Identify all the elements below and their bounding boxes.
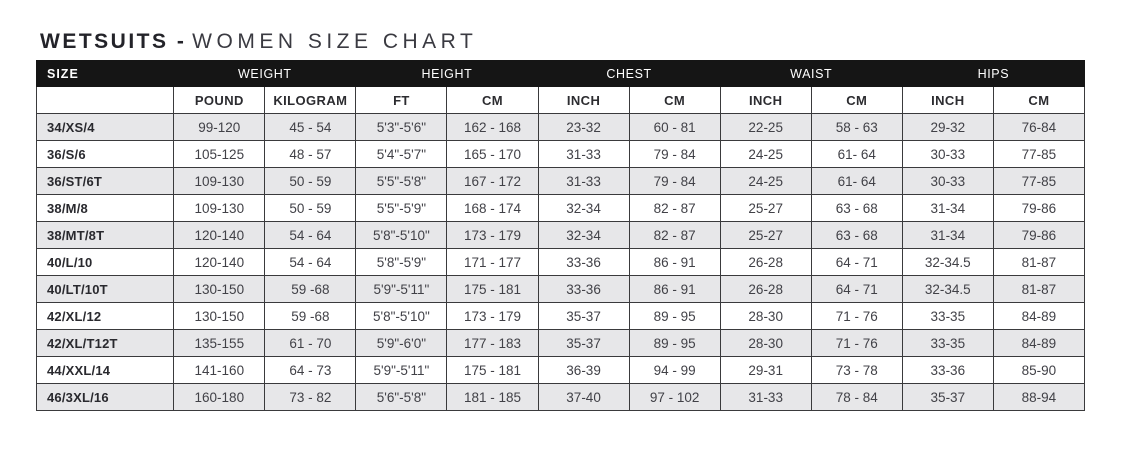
table-cell: 32-34 <box>538 222 629 249</box>
size-label-cell: 40/LT/10T <box>37 276 174 303</box>
table-cell: 88-94 <box>993 384 1084 411</box>
table-row <box>37 330 1085 357</box>
table-cell: 31-33 <box>538 168 629 195</box>
table-cell: 177 - 183 <box>447 330 538 357</box>
group-header-chest: CHEST <box>538 61 720 87</box>
group-header-size: SIZE <box>37 61 174 87</box>
table-cell: 167 - 172 <box>447 168 538 195</box>
table-cell: 77-85 <box>993 168 1084 195</box>
unit-header-blank <box>37 87 174 114</box>
unit-header-cm-5: CM <box>629 87 720 114</box>
unit-header-inch-8: INCH <box>902 87 993 114</box>
table-row <box>37 222 1085 249</box>
table-cell: 130-150 <box>174 303 265 330</box>
page-title <box>40 30 477 54</box>
table-cell: 63 - 68 <box>811 222 902 249</box>
table-cell: 26-28 <box>720 276 811 303</box>
table-cell: 160-180 <box>174 384 265 411</box>
table-cell: 77-85 <box>993 141 1084 168</box>
table-cell: 79 - 84 <box>629 168 720 195</box>
table-cell: 37-40 <box>538 384 629 411</box>
table-cell: 105-125 <box>174 141 265 168</box>
group-header-height: HEIGHT <box>356 61 538 87</box>
table-cell: 35-37 <box>538 330 629 357</box>
table-cell: 171 - 177 <box>447 249 538 276</box>
table-cell: 181 - 185 <box>447 384 538 411</box>
table-cell: 73 - 78 <box>811 357 902 384</box>
size-label-cell: 42/XL/T12T <box>37 330 174 357</box>
table-cell: 82 - 87 <box>629 222 720 249</box>
table-cell: 23-32 <box>538 114 629 141</box>
table-row <box>37 114 1085 141</box>
table-cell: 78 - 84 <box>811 384 902 411</box>
unit-header-inch-6: INCH <box>720 87 811 114</box>
table-cell: 84-89 <box>993 303 1084 330</box>
table-cell: 32-34.5 <box>902 276 993 303</box>
group-header-hips: HIPS <box>902 61 1084 87</box>
table-cell: 25-27 <box>720 222 811 249</box>
table-cell: 120-140 <box>174 249 265 276</box>
table-cell: 50 - 59 <box>265 195 356 222</box>
table-cell: 5'9"-5'11" <box>356 357 447 384</box>
table-cell: 31-34 <box>902 195 993 222</box>
table-cell: 33-36 <box>538 276 629 303</box>
table-cell: 32-34.5 <box>902 249 993 276</box>
table-cell: 84-89 <box>993 330 1084 357</box>
table-cell: 173 - 179 <box>447 303 538 330</box>
unit-header-pound-0: POUND <box>174 87 265 114</box>
table-cell: 5'3"-5'6" <box>356 114 447 141</box>
group-header-waist: WAIST <box>720 61 902 87</box>
table-cell: 79 - 84 <box>629 141 720 168</box>
table-cell: 35-37 <box>902 384 993 411</box>
table-cell: 61 - 70 <box>265 330 356 357</box>
unit-header-cm-3: CM <box>447 87 538 114</box>
table-cell: 31-33 <box>720 384 811 411</box>
table-cell: 86 - 91 <box>629 276 720 303</box>
table-cell: 50 - 59 <box>265 168 356 195</box>
table-cell: 28-30 <box>720 330 811 357</box>
table-cell: 165 - 170 <box>447 141 538 168</box>
table-cell: 31-34 <box>902 222 993 249</box>
table-cell: 71 - 76 <box>811 303 902 330</box>
table-cell: 32-34 <box>538 195 629 222</box>
table-cell: 99-120 <box>174 114 265 141</box>
table-cell: 71 - 76 <box>811 330 902 357</box>
table-row <box>37 276 1085 303</box>
table-cell: 31-33 <box>538 141 629 168</box>
size-chart-table <box>36 60 1085 411</box>
table-cell: 36-39 <box>538 357 629 384</box>
table-cell: 64 - 71 <box>811 276 902 303</box>
table-cell: 5'9"-5'11" <box>356 276 447 303</box>
table-cell: 24-25 <box>720 141 811 168</box>
table-row <box>37 141 1085 168</box>
table-cell: 5'8"-5'10" <box>356 222 447 249</box>
table-row <box>37 357 1085 384</box>
size-label-cell: 42/XL/12 <box>37 303 174 330</box>
table-cell: 85-90 <box>993 357 1084 384</box>
table-cell: 48 - 57 <box>265 141 356 168</box>
page-title-chart-name: WOMEN SIZE CHART <box>192 30 478 53</box>
table-row <box>37 195 1085 222</box>
table-cell: 60 - 81 <box>629 114 720 141</box>
table-cell: 59 -68 <box>265 303 356 330</box>
table-cell: 97 - 102 <box>629 384 720 411</box>
table-cell: 58 - 63 <box>811 114 902 141</box>
table-cell: 61- 64 <box>811 141 902 168</box>
unit-header-ft-2: FT <box>356 87 447 114</box>
page-title-product: WETSUITS - <box>40 30 187 53</box>
table-cell: 175 - 181 <box>447 357 538 384</box>
table-cell: 86 - 91 <box>629 249 720 276</box>
size-label-cell: 46/3XL/16 <box>37 384 174 411</box>
table-cell: 30-33 <box>902 141 993 168</box>
table-cell: 5'8"-5'10" <box>356 303 447 330</box>
table-cell: 135-155 <box>174 330 265 357</box>
unit-header-kilogram-1: KILOGRAM <box>265 87 356 114</box>
table-cell: 81-87 <box>993 249 1084 276</box>
table-cell: 79-86 <box>993 222 1084 249</box>
table-cell: 89 - 95 <box>629 303 720 330</box>
table-cell: 130-150 <box>174 276 265 303</box>
table-cell: 54 - 64 <box>265 249 356 276</box>
table-row <box>37 384 1085 411</box>
table-cell: 5'9"-6'0" <box>356 330 447 357</box>
table-cell: 54 - 64 <box>265 222 356 249</box>
table-cell: 22-25 <box>720 114 811 141</box>
table-cell: 64 - 71 <box>811 249 902 276</box>
table-cell: 24-25 <box>720 168 811 195</box>
table-row <box>37 303 1085 330</box>
table-cell: 89 - 95 <box>629 330 720 357</box>
table-cell: 79-86 <box>993 195 1084 222</box>
table-row <box>37 249 1085 276</box>
table-cell: 25-27 <box>720 195 811 222</box>
table-cell: 5'4"-5'7" <box>356 141 447 168</box>
unit-header-cm-7: CM <box>811 87 902 114</box>
table-cell: 63 - 68 <box>811 195 902 222</box>
table-cell: 168 - 174 <box>447 195 538 222</box>
table-cell: 109-130 <box>174 195 265 222</box>
table-cell: 5'5"-5'8" <box>356 168 447 195</box>
table-cell: 109-130 <box>174 168 265 195</box>
table-cell: 26-28 <box>720 249 811 276</box>
table-cell: 33-36 <box>538 249 629 276</box>
group-header-weight: WEIGHT <box>174 61 356 87</box>
table-cell: 33-35 <box>902 303 993 330</box>
size-chart-body <box>37 114 1085 411</box>
table-cell: 30-33 <box>902 168 993 195</box>
table-row <box>37 168 1085 195</box>
table-cell: 45 - 54 <box>265 114 356 141</box>
unit-header-cm-9: CM <box>993 87 1084 114</box>
table-cell: 81-87 <box>993 276 1084 303</box>
table-cell: 59 -68 <box>265 276 356 303</box>
size-label-cell: 38/MT/8T <box>37 222 174 249</box>
table-cell: 5'5"-5'9" <box>356 195 447 222</box>
table-cell: 162 - 168 <box>447 114 538 141</box>
size-label-cell: 44/XXL/14 <box>37 357 174 384</box>
table-cell: 29-32 <box>902 114 993 141</box>
table-cell: 5'8"-5'9" <box>356 249 447 276</box>
table-cell: 61- 64 <box>811 168 902 195</box>
size-label-cell: 36/S/6 <box>37 141 174 168</box>
table-cell: 173 - 179 <box>447 222 538 249</box>
table-cell: 141-160 <box>174 357 265 384</box>
table-cell: 5'6"-5'8" <box>356 384 447 411</box>
unit-header-inch-4: INCH <box>538 87 629 114</box>
table-cell: 94 - 99 <box>629 357 720 384</box>
size-label-cell: 34/XS/4 <box>37 114 174 141</box>
group-header-row <box>37 61 1085 87</box>
table-cell: 64 - 73 <box>265 357 356 384</box>
table-cell: 33-36 <box>902 357 993 384</box>
table-cell: 35-37 <box>538 303 629 330</box>
table-cell: 29-31 <box>720 357 811 384</box>
size-label-cell: 40/L/10 <box>37 249 174 276</box>
size-label-cell: 36/ST/6T <box>37 168 174 195</box>
table-cell: 33-35 <box>902 330 993 357</box>
table-cell: 73 - 82 <box>265 384 356 411</box>
table-cell: 82 - 87 <box>629 195 720 222</box>
table-cell: 175 - 181 <box>447 276 538 303</box>
unit-header-row <box>37 87 1085 114</box>
table-cell: 28-30 <box>720 303 811 330</box>
size-label-cell: 38/M/8 <box>37 195 174 222</box>
table-cell: 120-140 <box>174 222 265 249</box>
table-cell: 76-84 <box>993 114 1084 141</box>
